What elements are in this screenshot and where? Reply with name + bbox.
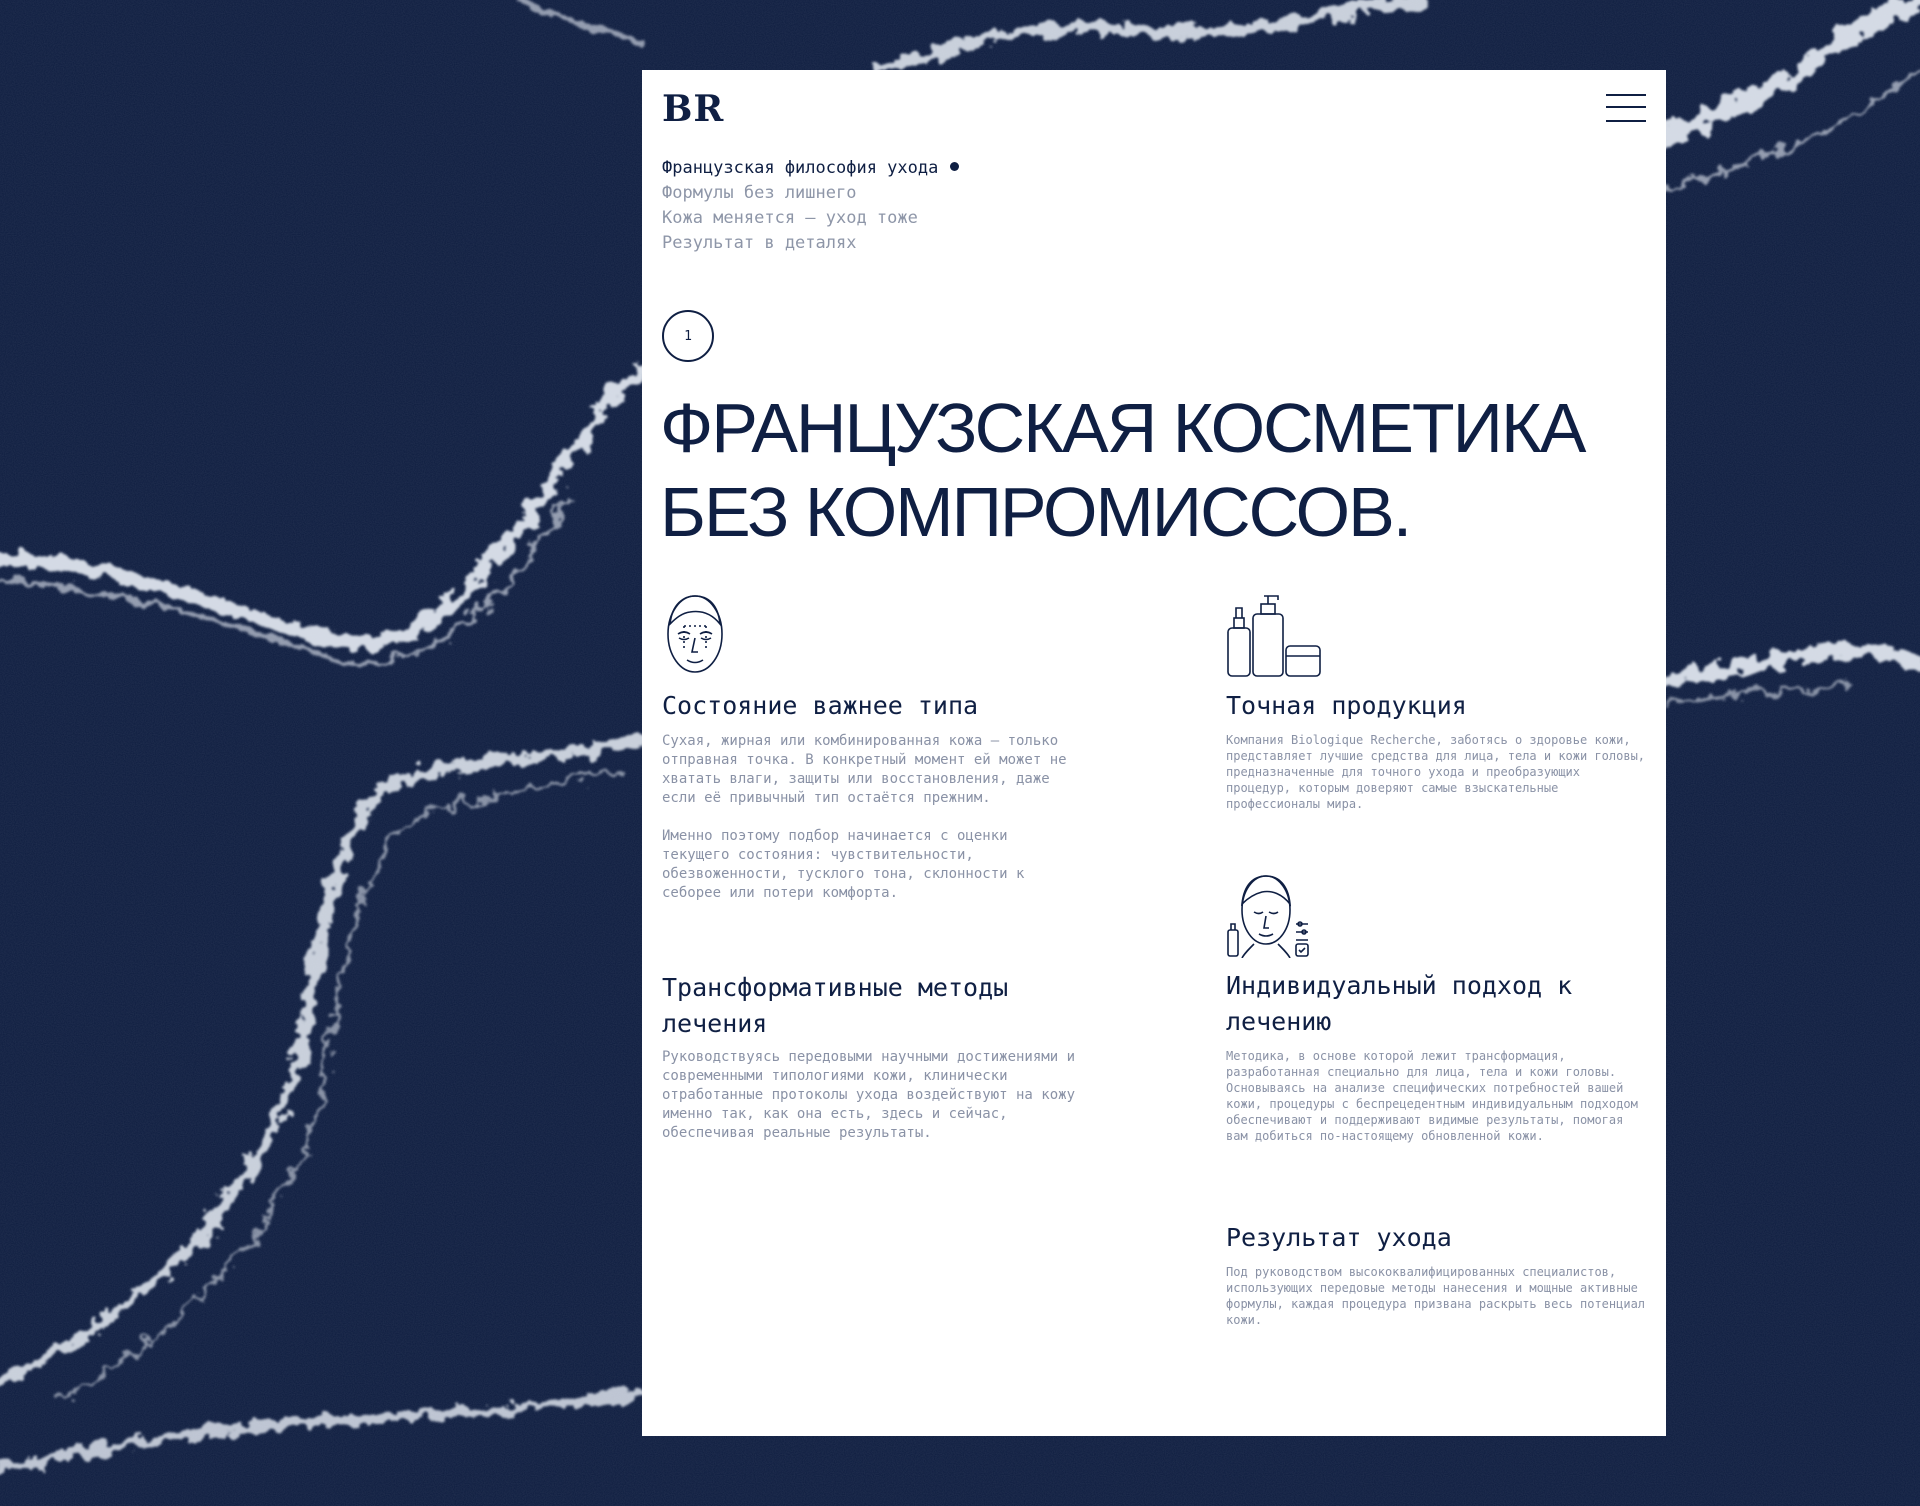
feature-condition — [662, 590, 1082, 903]
feature-title: Состояние важнее типа — [662, 691, 979, 720]
face-with-products-icon — [1226, 870, 1312, 958]
hero-title — [660, 386, 1620, 554]
section-nav-label: Результат в деталях — [662, 233, 857, 253]
feature-text — [662, 1048, 1082, 1143]
section-nav-label: Формулы без лишнего — [662, 183, 857, 203]
feature-transformative-methods — [662, 970, 1082, 1143]
feature-text — [662, 732, 1082, 903]
cosmetic-bottles-icon — [1226, 590, 1322, 678]
section-nav-label: Кожа меняется — уход тоже — [662, 208, 918, 228]
hero-title-line-1: ФРАНЦУЗСКАЯ КОСМЕТИКА — [660, 389, 1585, 467]
brand-logo[interactable]: BR — [662, 88, 725, 130]
feature-text — [1226, 1264, 1646, 1328]
feature-individual-approach — [1226, 870, 1646, 1144]
content-card — [642, 70, 1666, 1436]
feature-paragraph: Компания Biologique Recherche, заботясь о здоровье кожи, представляет лучшие средства для лица, тела и кожи головы, предназначенные для точного ухода и преобразующих процедур, которым доверяют самые взыскательные профессионалы мира. — [1226, 733, 1646, 811]
section-nav-item-results[interactable] — [662, 231, 959, 256]
feature-care-result — [1226, 1220, 1646, 1328]
section-nav-label: Французская философия ухода — [662, 158, 939, 178]
active-dot-icon — [950, 162, 959, 171]
feature-paragraph: Методика, в основе которой лежит трансформация, разработанная специально для лица, тела и кожи головы. Основываясь на анализе специфических потребностей вашей кожи, процедуры с беспрецедентным индивидуальным подходом обеспечивают и поддерживают видимые результаты, помогая вам добиться по-настоящему обновленной кожи. — [1226, 1049, 1638, 1143]
feature-paragraph: Под руководством высококвалифицированных специалистов, использующих передовые методы нанесения и мощные активные формулы, каждая процедура призвана раскрыть весь потенциал кожи. — [1226, 1265, 1646, 1327]
feature-paragraph: Именно поэтому подбор начинается с оценки текущего состояния: чувствительности, обезвоженности, тусклого тона, склонности к себорее или потери комфорта. — [662, 828, 1025, 901]
feature-title: Точная продукция — [1226, 691, 1467, 720]
section-nav-item-formulas[interactable] — [662, 181, 959, 206]
feature-title: Трансформативные методы лечения — [662, 973, 1009, 1038]
feature-title: Индивидуальный подход к лечению — [1226, 971, 1573, 1036]
section-nav — [662, 156, 959, 256]
feature-paragraph: Сухая, жирная или комбинированная кожа — только отправная точка. В конкретный момент ей может не хватать влаги, защиты или восстановления, даже если её привычный тип остаётся прежним. — [662, 733, 1067, 806]
feature-precise-products — [1226, 590, 1646, 812]
feature-text — [1226, 732, 1646, 812]
hero-title-line-2: БЕЗ КОМПРОМИССОВ. — [660, 473, 1411, 551]
hamburger-menu-icon[interactable] — [1606, 92, 1646, 124]
feature-paragraph: Руководствуясь передовыми научными достижениями и современными типологиями кожи, клинически отработанные протоколы ухода воздействуют на кожу именно так, как она есть, здесь и сейчас, обеспечивая реальные результаты. — [662, 1049, 1076, 1141]
section-nav-item-philosophy[interactable] — [662, 156, 959, 181]
step-number-badge: 1 — [662, 310, 714, 362]
feature-title: Результат ухода — [1226, 1223, 1452, 1252]
face-diagnostic-icon — [662, 590, 728, 678]
section-nav-item-skin-changes[interactable] — [662, 206, 959, 231]
feature-text — [1226, 1048, 1646, 1144]
